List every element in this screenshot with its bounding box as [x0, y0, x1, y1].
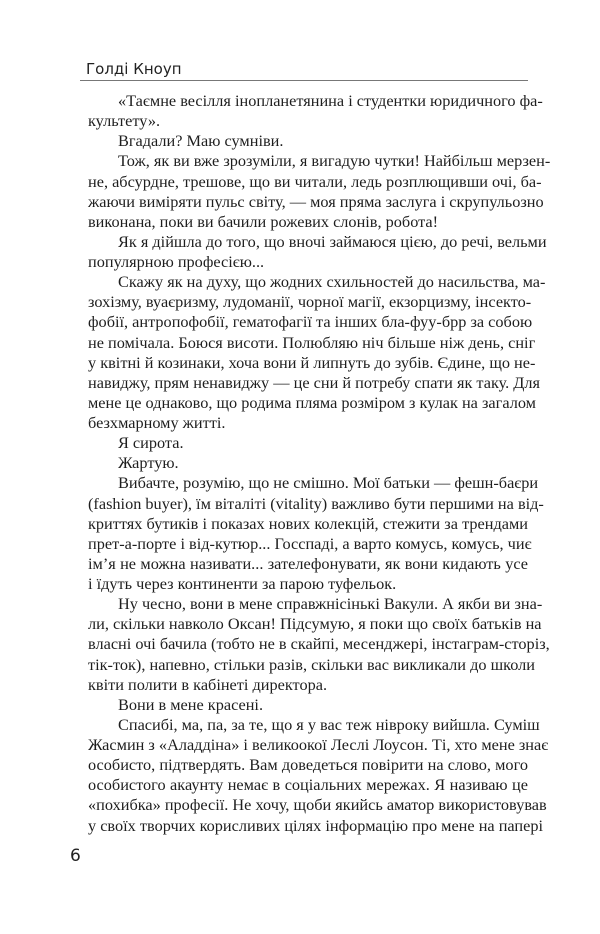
text-line: (fashion buyer), їм віталіті (vitality) важливо бути першими на від-: [88, 493, 544, 513]
text-line: зохізму, вуаєризму, лудоманії, чорної магії, екзорцизму, інсекто-: [88, 292, 532, 312]
text-line: виконана, поки ви бачили рожевих слонів, робота!: [88, 211, 439, 231]
text-line: ім’я не можна називати... зателефонувати, як вони кидають усе: [88, 553, 528, 573]
text-line: власні очі бачила (тобто не в скайпі, месенджері, інстаграм-сторіз,: [88, 634, 550, 654]
text-line: особисто, підтвердять. Вам доведеться повірити на слово, мого: [88, 755, 528, 775]
text-line: Ну чесно, вони в мене справжнісінькі Вакули. А якби ви зна-: [118, 594, 543, 614]
text-line: квіти полити в кабінеті директора.: [88, 674, 328, 694]
text-line: ли, скільки навколо Оксан! Підсумую, я поки що своїх батьків на: [88, 614, 542, 634]
text-line: і їдуть через континенти за парою туфельок.: [88, 574, 397, 593]
text-line: популярною професією...: [88, 252, 265, 271]
text-line: Тож, як ви вже зрозуміли, я вигадую чутки! Найбільш мерзен-: [118, 151, 551, 171]
text-line: Жартую.: [118, 453, 179, 473]
text-line: прет-а-порте і від-кутюр... Госспаді, а варто комусь, комусь, чиє: [88, 533, 532, 553]
text-line: безхмарному житті.: [88, 413, 226, 432]
text-line: Як я дійшла до того, що вночі займаюся цією, до речі, вельми: [118, 231, 547, 251]
text-line: фобії, антропофобії, гематофагії та інших бла-фуу-брр за собою: [88, 312, 533, 332]
text-line: Жасмин з «Аладдіна» і великоокої Леслі Лоусон. Ті, хто мене знає: [88, 735, 549, 754]
text-line: Спасибі, ма, па, за те, що я у вас теж нівроку вийшла. Суміш: [118, 714, 540, 734]
text-line: криттях бутиків і показах нових колекцій, стежити за трендами: [88, 513, 528, 533]
text-line: у квітні й козинаки, хоча вони й липнуть до зубів. Єдине, що не-: [88, 352, 536, 372]
text-line: не, абсурдне, трешове, що ви читали, ледь розплющивши очі, ба-: [88, 171, 542, 191]
header-rule: [80, 80, 528, 81]
text-line: не помічала. Боюся висоти. Полюбляю ніч більше ніж день, сніг: [88, 332, 536, 352]
text-line: Вибачте, розумію, що не смішно. Мої батьки — фешн-баєри: [118, 473, 539, 493]
text-line: тік-ток), напевно, стільки разів, скільки вас викликали до школи: [88, 654, 535, 674]
text-line: мене це однаково, що родима пляма розміром з кулак на загалом: [88, 392, 536, 412]
text-line: у своїх творчих корисливих цілях інформацію про мене на папері: [88, 815, 544, 835]
text-line: Вгадали? Маю сумніви.: [118, 131, 284, 151]
text-line: особистого акаунту немає в соціальних мережах. Я називаю це: [88, 775, 528, 795]
text-line: Скажу як на духу, що жодних схильностей до насильства, ма-: [118, 272, 546, 292]
running-head-author: Голді Кноуп: [86, 60, 182, 78]
text-line: Вони в мене красені.: [118, 694, 264, 714]
page-number: 6: [70, 846, 81, 866]
body-text: [88, 91, 551, 836]
text-line: культету».: [88, 111, 161, 131]
text-line: Я сирота.: [118, 433, 184, 453]
text-line: «Таємне весілля інопланетянина і студентки юридичного фа-: [118, 91, 543, 110]
text-line: «похибка» професії. Не хочу, щоби якийсь аматор використовував: [88, 795, 547, 815]
text-line: навиджу, прям ненавиджу — це сни й потребу спати як таку. Для: [88, 372, 541, 392]
text-line: жаючи виміряти пульс світу, — моя пряма заслуга і скрупульозно: [88, 191, 544, 211]
